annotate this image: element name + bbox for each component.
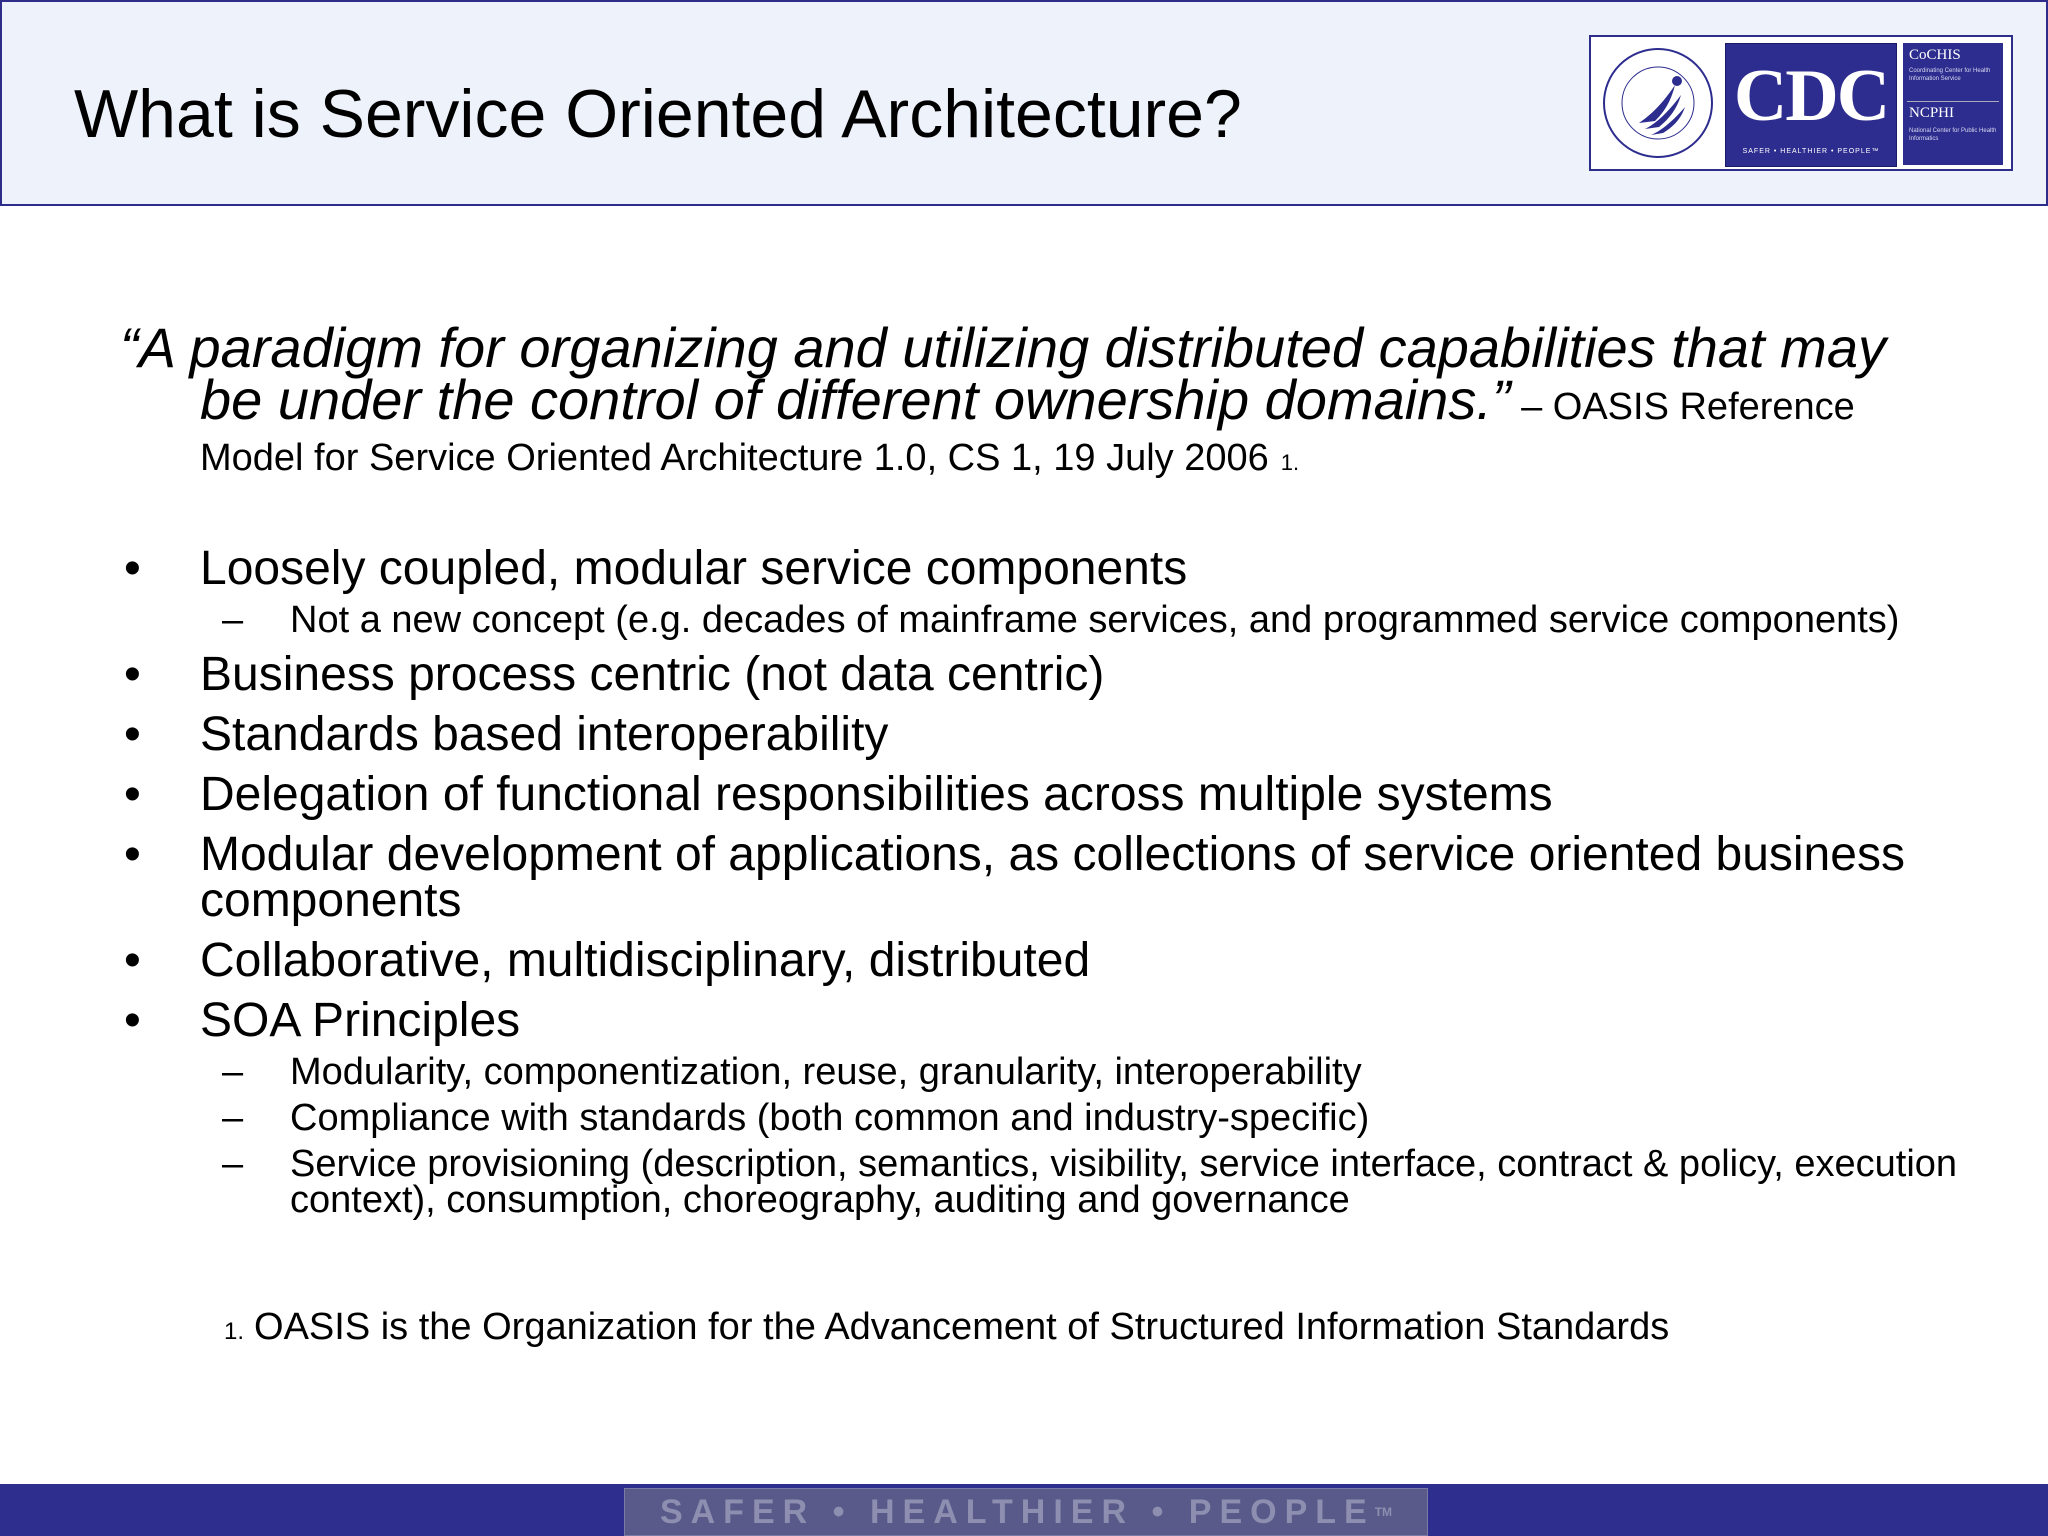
bullet-item: [120, 994, 2000, 1047]
bullet-item: [120, 828, 2000, 927]
coches-label: CoCHIS: [1909, 47, 1961, 63]
bullet-marker: •: [124, 994, 141, 1047]
sub-bullet-item: [120, 1097, 2000, 1139]
quote-line-2: be under the control of different ownership domains.”: [200, 368, 1511, 431]
sub-bullet-item: [120, 1051, 2000, 1093]
bullet-item: [120, 648, 2000, 701]
bullet-marker: •: [124, 648, 141, 701]
coches-description: Coordinating Center for Health Information Service: [1909, 68, 1991, 82]
bullet-text: Business process centric (not data centric): [200, 648, 1105, 701]
sub-bullet-text: Not a new concept (e.g. decades of mainframe services, and programmed service components): [290, 599, 1900, 641]
bullet-marker: •: [124, 934, 141, 987]
bullet-text: Delegation of functional responsibilities across multiple systems: [200, 768, 1553, 821]
cdc-tagline: SAFER • HEALTHIER • PEOPLE™: [1742, 148, 1880, 155]
slide-title: What is Service Oriented Architecture?: [74, 76, 1242, 152]
sub-bullet-text: Modularity, componentization, reuse, granularity, interoperability: [290, 1051, 1362, 1093]
bullet-marker: •: [124, 708, 141, 761]
bullet-item: [120, 708, 2000, 761]
hhs-seal-icon: [1601, 45, 1715, 161]
ncphi-mark: [1903, 43, 2003, 165]
sub-bullet-marker: –: [222, 1051, 244, 1093]
quote-source-line: [200, 434, 1299, 487]
cdc-letters: CDC: [1733, 55, 1889, 137]
bullet-item: [120, 934, 2000, 987]
footnote-text: OASIS is the Organization for the Advancement of Structured Information Standards: [254, 1306, 1670, 1348]
bullet-item: [120, 768, 2000, 821]
quote-line-1: “A paradigm for organizing and utilizing distributed capabilities that may: [120, 316, 1886, 379]
footnote: [224, 1304, 1669, 1355]
cdc-mark: [1725, 43, 1897, 167]
logo-divider: [1907, 101, 1999, 102]
quote-source-part-2: Model for Service Oriented Architecture 1.0, CS 1, 19 July 2006: [200, 437, 1269, 479]
cdc-logo-block: [1589, 35, 2013, 171]
bullet-text: Collaborative, multidisciplinary, distributed: [200, 934, 1091, 987]
sub-bullet-marker: –: [222, 1143, 244, 1185]
sub-bullet-text: Compliance with standards (both common and industry-specific): [290, 1097, 1370, 1139]
bullet-text: Loosely coupled, modular service components: [200, 542, 1188, 595]
definition-quote: [120, 316, 1940, 433]
quote-source-part-1: – OASIS Reference: [1510, 386, 1855, 428]
sub-bullet-text: Service provisioning (description, semantics, visibility, service interface, contract & policy, execution context), consumption, choreography, auditing and governance: [290, 1143, 1958, 1221]
slide-footer: [0, 1484, 2048, 1536]
footer-trademark: TM: [1374, 1505, 1393, 1519]
ncphi-description: National Center for Public Health Informatics: [1909, 128, 1997, 142]
footer-tagline: [624, 1488, 1428, 1536]
sub-bullet-marker: –: [222, 1097, 244, 1139]
slide-header: [0, 0, 2048, 206]
footnote-reference: 1.: [1280, 450, 1300, 475]
bullet-marker: •: [124, 768, 141, 821]
bullet-text: SOA Principles: [200, 994, 521, 1047]
footer-tagline-text: SAFER • HEALTHIER • PEOPLE: [659, 1493, 1375, 1531]
bullet-item: [120, 542, 2000, 595]
bullet-list: [120, 542, 2000, 1221]
bullet-text: Standards based interoperability: [200, 708, 889, 761]
sub-bullet-item: [120, 1143, 2000, 1221]
sub-bullet-item: [120, 599, 2000, 641]
bullet-marker: •: [124, 828, 141, 881]
footnote-number: 1.: [224, 1318, 245, 1345]
bullet-marker: •: [124, 542, 141, 595]
ncphi-label: NCPHI: [1909, 105, 1955, 121]
quote-line-2-wrap: [120, 368, 1940, 433]
bullet-text: Modular development of applications, as collections of service oriented business components: [200, 828, 1905, 927]
sub-bullet-marker: –: [222, 599, 244, 641]
